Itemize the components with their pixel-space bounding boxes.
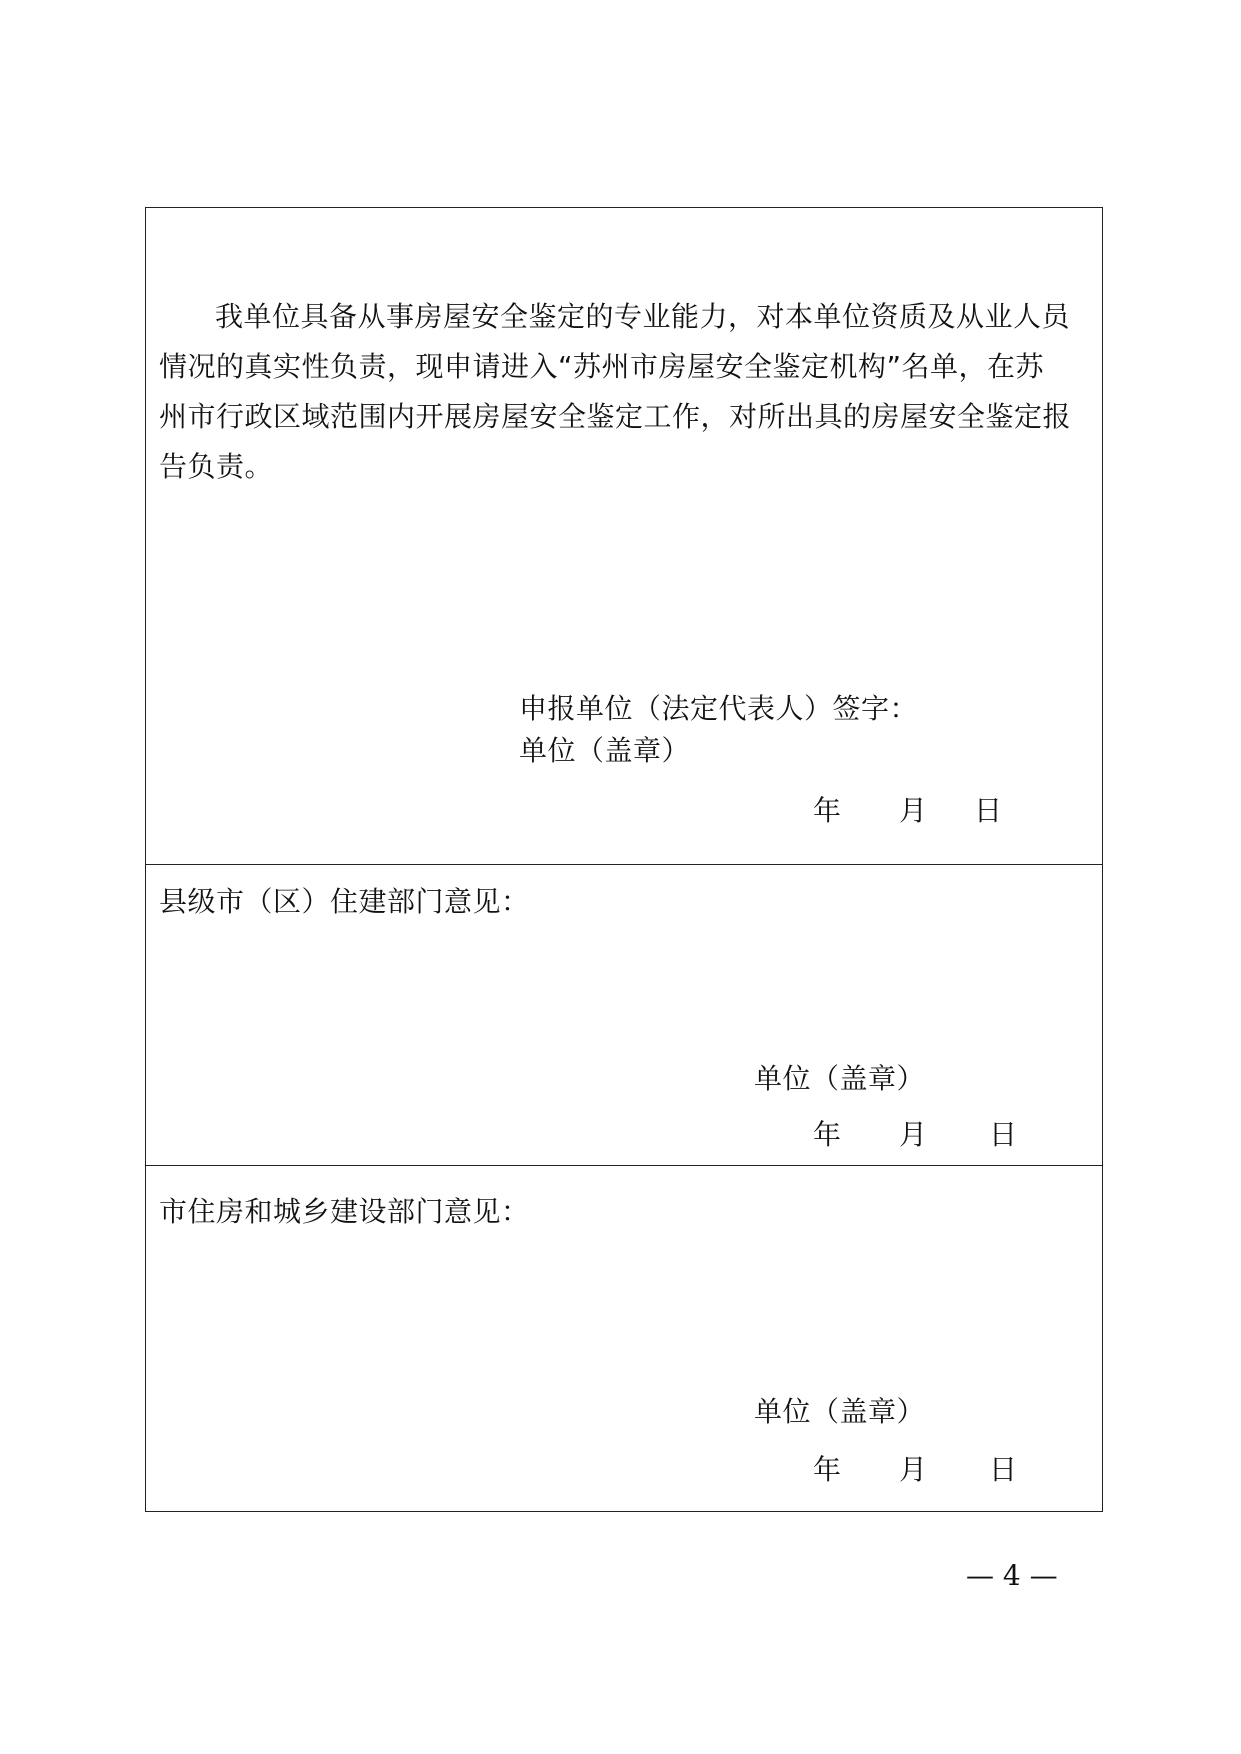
city-opinion-section xyxy=(146,1166,1102,1511)
county-seal-label: 单位（盖章） xyxy=(754,1062,926,1095)
city-date-month: 月 xyxy=(899,1453,928,1486)
county-opinion-heading: 县级市（区）住建部门意见： xyxy=(159,885,530,918)
page-number: — 4 — xyxy=(966,1559,1058,1592)
city-opinion-heading: 市住房和城乡建设部门意见： xyxy=(159,1195,530,1228)
city-seal-label: 单位（盖章） xyxy=(754,1395,926,1428)
city-date-year: 年 xyxy=(813,1453,842,1486)
county-date-year: 年 xyxy=(813,1118,842,1151)
declaration-line-4: 告负责。 xyxy=(159,450,274,483)
declaration-date xyxy=(146,791,1102,831)
declaration-section xyxy=(146,208,1102,865)
application-form-table xyxy=(145,207,1103,1512)
signature-label: 申报单位（法定代表人）签字： xyxy=(519,692,919,725)
county-date-day: 日 xyxy=(989,1118,1018,1151)
city-date-day: 日 xyxy=(989,1453,1018,1486)
county-date-month: 月 xyxy=(899,1118,928,1151)
declaration-line-2: 情况的真实性负责，现申请进入“苏州市房屋安全鉴定机构”名单，在苏 xyxy=(159,350,1045,383)
declaration-seal-label: 单位（盖章） xyxy=(519,734,691,767)
city-date xyxy=(146,1450,1102,1490)
county-opinion-section xyxy=(146,865,1102,1166)
declaration-line-3: 州市行政区域范围内开展房屋安全鉴定工作，对所出具的房屋安全鉴定报 xyxy=(159,400,1072,433)
declaration-date-day: 日 xyxy=(974,794,1003,827)
declaration-paragraph xyxy=(159,292,1094,492)
county-date xyxy=(146,1115,1102,1155)
declaration-line-1: 我单位具备从事房屋安全鉴定的专业能力，对本单位资质及从业人员 xyxy=(215,300,1071,333)
declaration-date-month: 月 xyxy=(899,794,928,827)
declaration-date-year: 年 xyxy=(813,794,842,827)
